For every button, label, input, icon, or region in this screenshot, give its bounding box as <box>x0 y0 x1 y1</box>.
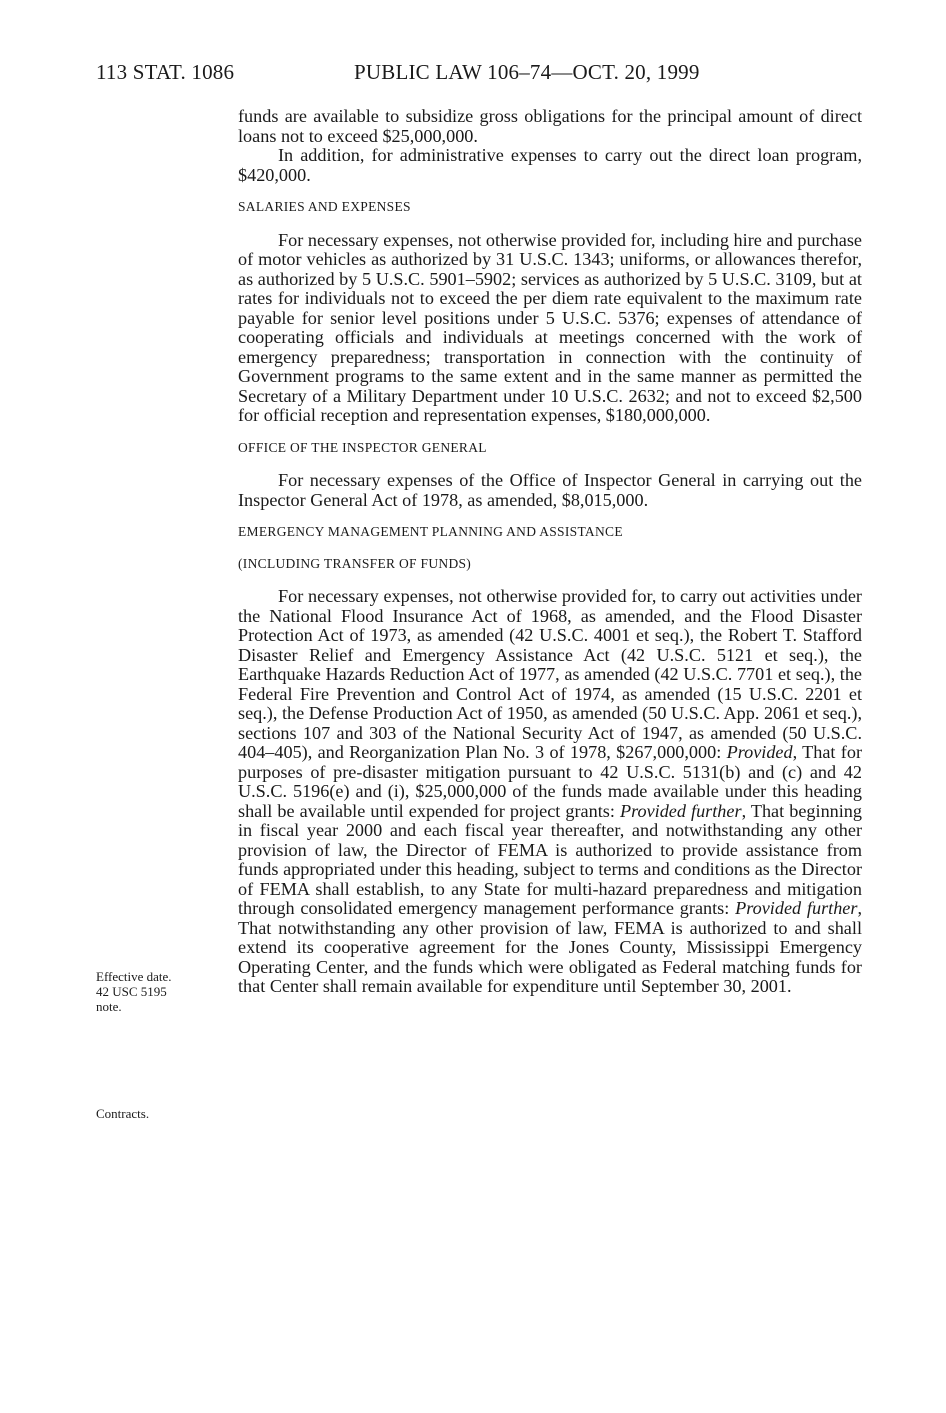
stat-citation: 113 STAT. 1086 <box>96 60 235 84</box>
proviso-italic: Provided further <box>735 898 858 918</box>
proviso-italic: Provided <box>726 742 793 762</box>
margin-note-effective-date <box>96 969 206 1014</box>
section-heading-salaries: SALARIES AND EXPENSES <box>238 199 411 214</box>
emergency-text: , That notwithstanding any other provision of law, FEMA is authorized to and shall extend its cooperative agreement for the Jones County, Mississippi Emergency Operating Center, and the funds which were obligated as Federal matching funds for that Center shall remain available for expenditure until September 30, 2001. <box>238 898 862 996</box>
public-law-title: PUBLIC LAW 106–74—OCT. 20, 1999 <box>354 60 700 84</box>
salaries-paragraph: For necessary expenses, not otherwise provided for, including hire and purchase of motor vehicles as authorized by 31 U.S.C. 1343; uniforms, or allowances therefor, as authorized by 5 U.S.C. 5901–5902; services as authorized by 5 U.S.C. 3109, but at rates for individuals not to exceed the per diem rate equivalent to the maximum rate payable for senior level positions under 5 U.S.C. 5376; expenses of attendance of cooperating officials and individuals at meetings concerned with the work of emergency preparedness; transportation in connection with the continuity of Government programs to the same extent and in the same manner as permitted the Secretary of a Military Department under 10 U.S.C. 2632; and not to exceed $2,500 for official reception and representation expenses, $180,000,000. <box>238 229 862 425</box>
intro-paragraph: In addition, for administrative expenses to carry out the direct loan program, $420,000. <box>238 145 862 185</box>
margin-note-line: Contracts. <box>96 1106 150 1121</box>
margin-note-line: 42 USC 5195 <box>96 984 167 999</box>
margin-note-line: Effective date. <box>96 969 172 984</box>
intro-paragraph: funds are available to subsidize gross obligations for the principal amount of direct loans not to exceed $25,000,000. <box>238 106 862 146</box>
margin-note-contracts <box>96 1106 206 1121</box>
inspector-paragraph: For necessary expenses of the Office of Inspector General in carrying out the Inspector General Act of 1978, as amended, $8,015,000. <box>238 470 862 510</box>
emergency-paragraph <box>238 587 862 997</box>
section-subheading-transfer: (INCLUDING TRANSFER OF FUNDS) <box>238 555 472 571</box>
emergency-text: For necessary expenses, not otherwise provided for, to carry out activities under the National Flood Insurance Act of 1968, as amended, and the Flood Disaster Protection Act of 1973, as amended (42 U.S.C. 4001 et seq.), the Robert T. Stafford Disaster Relief and Emergency Assistance Act (42 U.S.C. 5121 et seq.), the Earthquake Hazards Reduction Act of 1977, as amended (42 U.S.C. 7701 et seq.), the Federal Fire Prevention and Control Act of 1974, as amended (15 U.S.C. 2201 et seq.), the Defense Production Act of 1950, as amended (50 U.S.C. App. 2061 et seq.), sections 107 and 303 of the National Security Act of 1947, as amended (50 U.S.C. 404–405), and Reorganization Plan No. 3 of 1978, $267,000,000: <box>238 586 862 762</box>
section-heading-emergency-management: EMERGENCY MANAGEMENT PLANNING AND ASSISTANCE <box>238 524 623 539</box>
margin-note-line: note. <box>96 999 122 1014</box>
section-heading-inspector-general: OFFICE OF THE INSPECTOR GENERAL <box>238 439 487 455</box>
document-body <box>238 107 862 997</box>
proviso-italic: Provided further <box>619 800 742 821</box>
emergency-text: , That beginning in fiscal year 2000 and each fiscal year thereafter, and notwithstanding any other provision of law, the Director of FEMA is authorized to provide assistance from funds appropriated under this heading, subject to terms and conditions as the Director of FEMA shall establish, to any State for multi-hazard preparedness and mitigation through consolidated emergency management performance grants: <box>238 800 862 918</box>
emergency-text: , That for purposes of pre-disaster mitigation pursuant to 42 U.S.C. 5131(b) and (c) and 42 U.S.C. 5196(e) and (i), $25,000,000 of the funds made available under this heading shall be available until expended for project grants: <box>238 742 862 821</box>
